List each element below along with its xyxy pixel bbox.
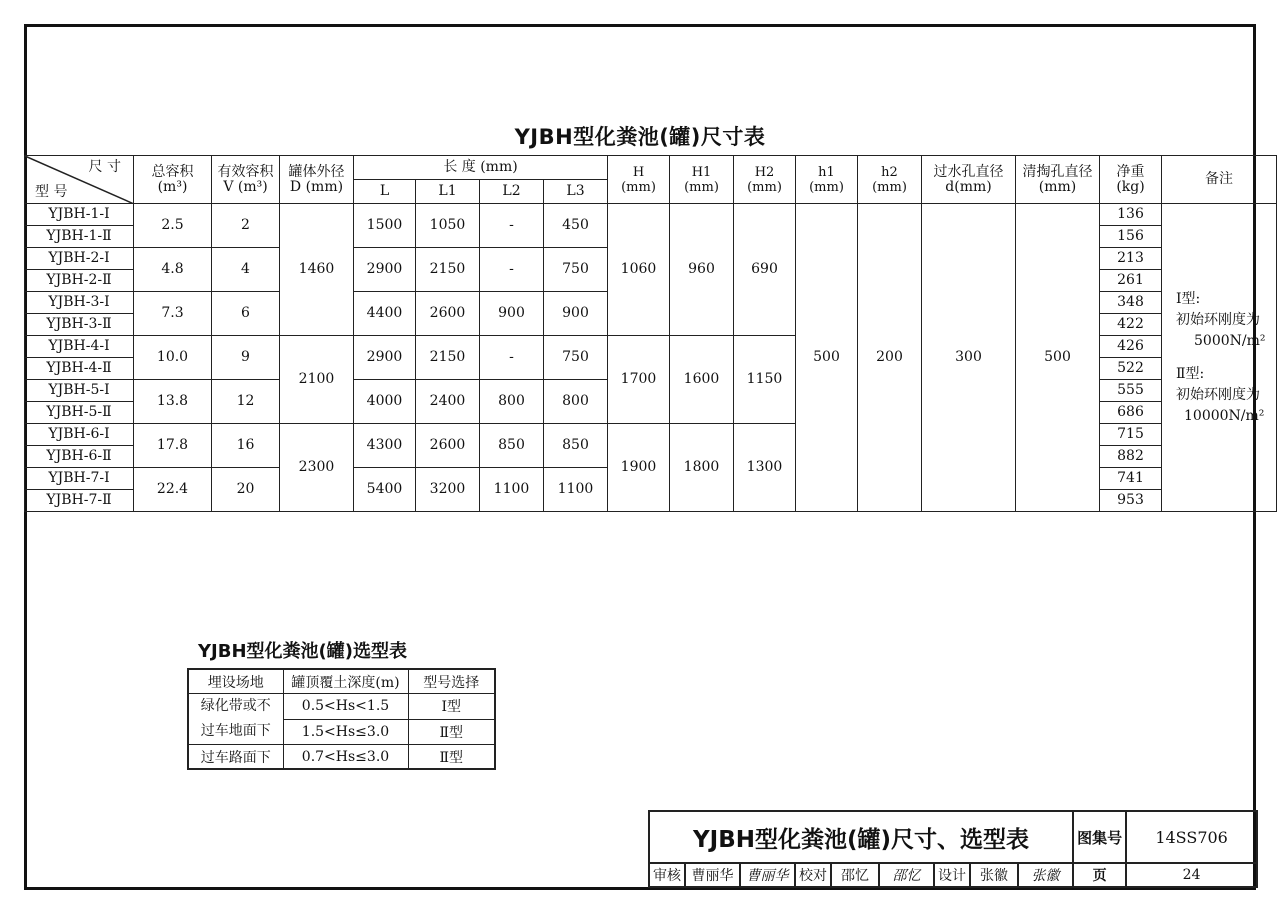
effective-volume-cell: 20 — [212, 468, 280, 512]
L-header: L — [354, 180, 416, 204]
L3-cell: 450 — [544, 204, 608, 248]
total-volume-cell: 10.0 — [134, 336, 212, 380]
designer-name: 张徽 — [970, 863, 1018, 887]
model-label: 型 号 — [35, 184, 68, 200]
reviewer-signature: 曹丽华 — [740, 863, 795, 887]
remark-type2: Ⅱ型: — [1176, 365, 1205, 382]
remark-type2-desc: 初始环刚度为 — [1176, 386, 1260, 403]
weight-cell: 426 — [1100, 336, 1162, 358]
drawing-title: YJBH型化粪池(罐)尺寸、选型表 — [649, 811, 1073, 863]
reviewer-name: 曹丽华 — [685, 863, 740, 887]
h1-cell: 500 — [796, 204, 858, 512]
total-volume-cell: 7.3 — [134, 292, 212, 336]
size-model-header — [25, 156, 134, 204]
weight-cell: 715 — [1100, 424, 1162, 446]
model-cell: YJBH-3-Ⅰ — [25, 292, 134, 314]
L3-cell: 800 — [544, 380, 608, 424]
L3-header: L3 — [544, 180, 608, 204]
weight-header: 净重 (kg) — [1100, 156, 1162, 204]
design-label: 设计 — [934, 863, 970, 887]
total-volume-cell: 17.8 — [134, 424, 212, 468]
L-cell: 4400 — [354, 292, 416, 336]
weight-cell: 261 — [1100, 270, 1162, 292]
L1-cell: 1050 — [416, 204, 480, 248]
model-cell: YJBH-6-Ⅰ — [25, 424, 134, 446]
atlas-number-label: 图集号 — [1073, 811, 1126, 863]
weight-cell: 156 — [1100, 226, 1162, 248]
effective-volume-cell: 9 — [212, 336, 280, 380]
weight-cell: 882 — [1100, 446, 1162, 468]
outer-diameter-cell: 1460 — [280, 204, 354, 336]
L3-cell: 900 — [544, 292, 608, 336]
L2-cell: 900 — [480, 292, 544, 336]
remarks-header: 备注 — [1162, 156, 1277, 204]
model-cell: YJBH-2-Ⅰ — [25, 248, 134, 270]
effective-volume-header: 有效容积 V (m³) — [212, 156, 280, 204]
weight-cell: 422 — [1100, 314, 1162, 336]
weight-cell: 686 — [1100, 402, 1162, 424]
effective-volume-cell: 12 — [212, 380, 280, 424]
pipe-diameter-header: 过水孔直径 d(mm) — [922, 156, 1016, 204]
depth-value: 0.5<Hs<1.5 — [283, 694, 408, 720]
site-road: 过车路面下 — [188, 745, 283, 770]
total-volume-cell: 22.4 — [134, 468, 212, 512]
H2-cell: 1300 — [734, 424, 796, 512]
L-cell: 2900 — [354, 336, 416, 380]
weight-cell: 136 — [1100, 204, 1162, 226]
H-cell: 1700 — [608, 336, 670, 424]
L1-cell: 2150 — [416, 336, 480, 380]
selection-table — [187, 668, 496, 770]
L2-cell: 1100 — [480, 468, 544, 512]
H-cell: 1900 — [608, 424, 670, 512]
L2-cell: 850 — [480, 424, 544, 468]
model-cell: YJBH-6-Ⅱ — [25, 446, 134, 468]
weight-cell: 953 — [1100, 490, 1162, 512]
remark-type1-value: 5000N/m² — [1194, 332, 1266, 349]
model-cell: YJBH-7-Ⅰ — [25, 468, 134, 490]
L-cell: 5400 — [354, 468, 416, 512]
check-label: 校对 — [795, 863, 831, 887]
H1-cell: 1800 — [670, 424, 734, 512]
L1-cell: 2400 — [416, 380, 480, 424]
table-row — [25, 204, 1277, 226]
H1-header: H1 (mm) — [670, 156, 734, 204]
dimension-table-title: YJBH型化粪池(罐)尺寸表 — [514, 125, 766, 149]
L1-cell: 2600 — [416, 292, 480, 336]
remark-type2-value: 10000N/m² — [1184, 407, 1265, 424]
L3-cell: 750 — [544, 248, 608, 292]
dimension-table — [24, 155, 1277, 512]
depth-header: 罐顶覆土深度(m) — [283, 669, 408, 694]
h2-cell: 200 — [858, 204, 922, 512]
review-label: 审核 — [649, 863, 685, 887]
L3-cell: 750 — [544, 336, 608, 380]
type-value: Ⅱ型 — [408, 719, 495, 745]
model-cell: YJBH-4-Ⅱ — [25, 358, 134, 380]
length-header: 长 度 (mm) — [354, 156, 608, 180]
type-value: Ⅱ型 — [408, 745, 495, 770]
model-cell: YJBH-5-Ⅰ — [25, 380, 134, 402]
type-value: Ⅰ型 — [408, 694, 495, 720]
L1-header: L1 — [416, 180, 480, 204]
weight-cell: 522 — [1100, 358, 1162, 380]
model-cell: YJBH-1-Ⅱ — [25, 226, 134, 248]
pipe-diameter-cell: 300 — [922, 204, 1016, 512]
outer-diameter-cell: 2300 — [280, 424, 354, 512]
model-cell: YJBH-3-Ⅱ — [25, 314, 134, 336]
checker-name: 邵忆 — [831, 863, 879, 887]
effective-volume-cell: 4 — [212, 248, 280, 292]
clean-diameter-cell: 500 — [1016, 204, 1100, 512]
total-volume-header: 总容积 (m³) — [134, 156, 212, 204]
total-volume-cell: 4.8 — [134, 248, 212, 292]
weight-cell: 555 — [1100, 380, 1162, 402]
total-volume-cell: 2.5 — [134, 204, 212, 248]
remarks-cell — [1162, 204, 1277, 512]
effective-volume-cell: 2 — [212, 204, 280, 248]
page-label: 页 — [1073, 863, 1126, 887]
H-header: H (mm) — [608, 156, 670, 204]
L2-cell: - — [480, 248, 544, 292]
size-label: 尺 寸 — [88, 159, 121, 175]
L2-cell: - — [480, 336, 544, 380]
weight-cell: 213 — [1100, 248, 1162, 270]
H2-header: H2 (mm) — [734, 156, 796, 204]
depth-value: 1.5<Hs≤3.0 — [283, 719, 408, 745]
model-cell: YJBH-5-Ⅱ — [25, 402, 134, 424]
L1-cell: 2600 — [416, 424, 480, 468]
L-cell: 1500 — [354, 204, 416, 248]
designer-signature: 张徽 — [1018, 863, 1073, 887]
site-header: 埋设场地 — [188, 669, 283, 694]
page-number: 24 — [1126, 863, 1257, 887]
L2-cell: - — [480, 204, 544, 248]
model-cell: YJBH-7-Ⅱ — [25, 490, 134, 512]
H1-cell: 1600 — [670, 336, 734, 424]
L2-cell: 800 — [480, 380, 544, 424]
H-cell: 1060 — [608, 204, 670, 336]
h2-header: h2 (mm) — [858, 156, 922, 204]
checker-signature: 邵忆 — [879, 863, 934, 887]
atlas-number: 14SS706 — [1126, 811, 1257, 863]
L1-cell: 3200 — [416, 468, 480, 512]
h1-header: h1 (mm) — [796, 156, 858, 204]
H1-cell: 960 — [670, 204, 734, 336]
L1-cell: 2150 — [416, 248, 480, 292]
clean-diameter-header: 清掏孔直径 (mm) — [1016, 156, 1100, 204]
outer-diameter-header: 罐体外径 D (mm) — [280, 156, 354, 204]
L3-cell: 1100 — [544, 468, 608, 512]
remark-type1: Ⅰ型: — [1176, 290, 1201, 307]
weight-cell: 741 — [1100, 468, 1162, 490]
weight-cell: 348 — [1100, 292, 1162, 314]
L-cell: 4000 — [354, 380, 416, 424]
selection-table-title: YJBH型化粪池(罐)选型表 — [198, 641, 407, 662]
model-cell: YJBH-2-Ⅱ — [25, 270, 134, 292]
effective-volume-cell: 6 — [212, 292, 280, 336]
H2-cell: 1150 — [734, 336, 796, 424]
remark-type1-desc: 初始环刚度为 — [1176, 311, 1260, 328]
L-cell: 4300 — [354, 424, 416, 468]
type-header: 型号选择 — [408, 669, 495, 694]
H2-cell: 690 — [734, 204, 796, 336]
effective-volume-cell: 16 — [212, 424, 280, 468]
depth-value: 0.7<Hs≤3.0 — [283, 745, 408, 770]
L-cell: 2900 — [354, 248, 416, 292]
L2-header: L2 — [480, 180, 544, 204]
outer-diameter-cell: 2100 — [280, 336, 354, 424]
L3-cell: 850 — [544, 424, 608, 468]
total-volume-cell: 13.8 — [134, 380, 212, 424]
site-green-belt: 绿化带或不 过车地面下 — [188, 694, 283, 745]
model-cell: YJBH-1-Ⅰ — [25, 204, 134, 226]
model-cell: YJBH-4-Ⅰ — [25, 336, 134, 358]
title-block — [648, 810, 1258, 888]
